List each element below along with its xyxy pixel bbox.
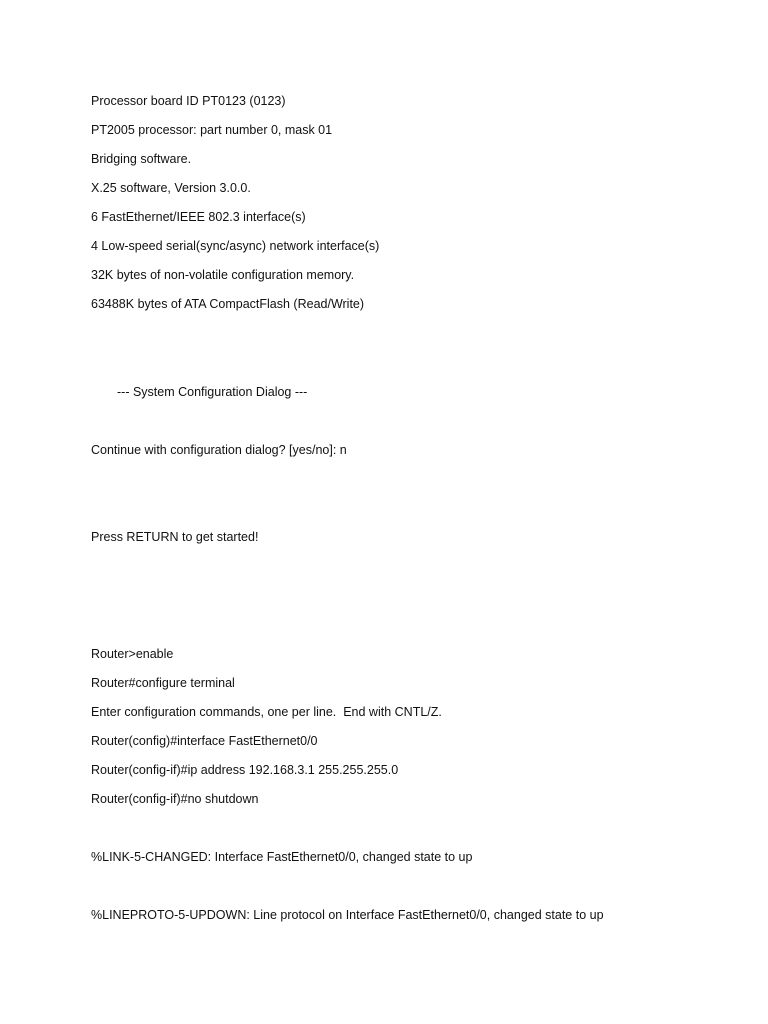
bridging-software-line: Bridging software. [91, 152, 192, 166]
processor-board-id-line: Processor board ID PT0123 (0123) [91, 94, 286, 108]
processor-part-number-line: PT2005 processor: part number 0, mask 01 [91, 123, 333, 137]
configuration-instructions-line: Enter configuration commands, one per line. End with CNTL/Z. [91, 705, 442, 719]
link-changed-message-line: %LINK-5-CHANGED: Interface FastEthernet0/0, changed state to up [91, 850, 473, 864]
configure-terminal-command-line: Router#configure terminal [91, 676, 235, 690]
fastethernet-interfaces-line: 6 FastEthernet/IEEE 802.3 interface(s) [91, 210, 306, 224]
router-enable-command-line: Router>enable [91, 647, 174, 661]
system-configuration-dialog-heading: --- System Configuration Dialog --- [117, 385, 308, 399]
ip-address-command-line: Router(config-if)#ip address 192.168.3.1 255.255.255.0 [91, 763, 399, 777]
configuration-dialog-prompt-line: Continue with configuration dialog? [yes/no]: n [91, 443, 347, 457]
press-return-line: Press RETURN to get started! [91, 530, 259, 544]
compactflash-memory-line: 63488K bytes of ATA CompactFlash (Read/Write) [91, 297, 365, 311]
nonvolatile-memory-line: 32K bytes of non-volatile configuration memory. [91, 268, 355, 282]
serial-interfaces-line: 4 Low-speed serial(sync/async) network interface(s) [91, 239, 380, 253]
interface-command-line: Router(config)#interface FastEthernet0/0 [91, 734, 318, 748]
no-shutdown-command-line: Router(config-if)#no shutdown [91, 792, 259, 806]
line-protocol-updown-message-line: %LINEPROTO-5-UPDOWN: Line protocol on Interface FastEthernet0/0, changed state to up [91, 908, 604, 922]
x25-software-line: X.25 software, Version 3.0.0. [91, 181, 251, 195]
